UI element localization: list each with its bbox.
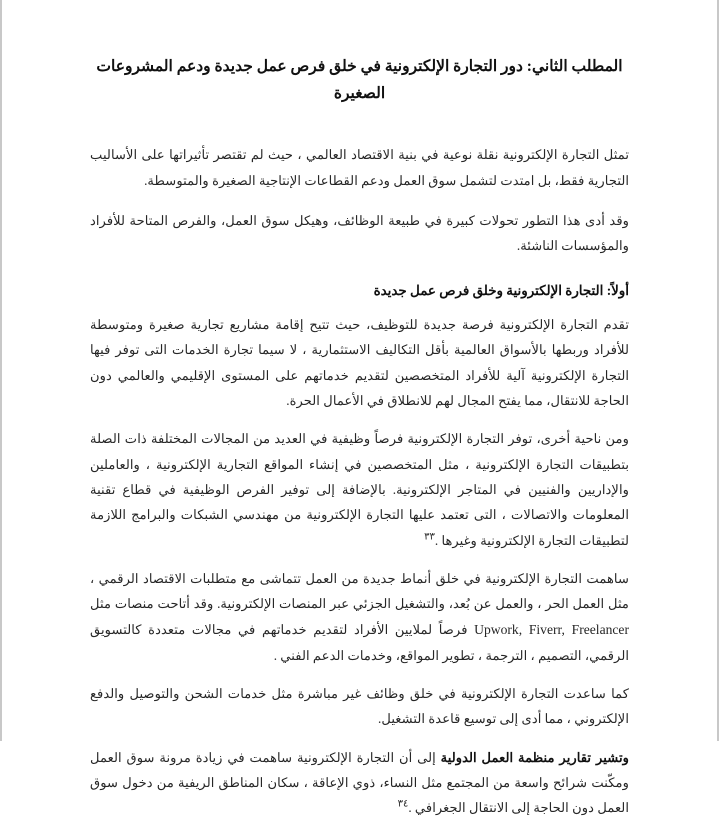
paragraph-intro-1: تمثل التجارة الإلكترونية نقلة نوعية في بنية الاقتصاد العالمي ، حيث لم تقتصر تأثيراتها على الأساليب التجارية فقط، بل امتدت لتشمل سوق العمل ودعم القطاعات الإنتاجية الصغيرة والمتوسطة. [90, 147, 629, 188]
paragraph-ilo-reports [90, 745, 629, 821]
paragraph-new-work-patterns-part-2: فرصاً لملايين الأفراد لتقديم خدماتهم في مجالات متعددة كالتسويق الرقمي، التصميم ، الترجمة ، تطوير المواقع، وخدمات الدعم الفني . [90, 621, 629, 663]
paragraph-functional-opportunities-text: ومن ناحية أخرى، توفر التجارة الإلكترونية فرصاً وظيفية في العديد من المجالات المختلفة ذات الصلة بتطبيقات التجارة الإلكترونية ، مثل المتخصصين في إنشاء المواقع التجارية الإلكترونية ، والعاملين والإداريين والفنيين في المتاجر الإلكترونية. بالإضافة إلى توفير الفرص الوظيفية في قطاع تقنية المعلومات والاتصالات ، التى تعتمد عليها التجارة الإلكترونية من مهندسي الشبكات والبرامج اللازمة لتطبيقات التجارة الإلكترونية وغيرها . [90, 431, 629, 548]
paragraph-new-work-patterns [90, 566, 629, 668]
paragraph-new-work-patterns-part-1: ساهمت التجارة الإلكترونية في خلق أنماط جديدة من العمل تتماشى مع متطلبات الاقتصاد الرقمي ، مثل العمل الحر ، والعمل عن بُعد، والتشغيل الجزئي عبر المنصات الإلكترونية. وقد أتاحت منصات مثل [90, 570, 629, 612]
footnote-marker-34[interactable]: ٣٤ [397, 799, 409, 811]
paragraph-employment-opportunity: تقدم التجارة الإلكترونية فرصة جديدة للتوظيف، حيث تتيح إقامة مشاريع تجارية صغيرة ومتوسطة للأفراد وربطها بالأسواق العالمية بأقل التكاليف الاستثمارية ، لا سيما تجارة الخدمات التى توفر فيها التجارة الإلكترونية آلية للأفراد المتخصصين لتقديم خدماتهم على المستوى الإقليمي والعالمي دون الحاجة للانتقال، مما يفتح المجال لهم للانطلاق في الأعمال الحرة. [90, 316, 629, 408]
paragraph-intro-2: وقد أدى هذا التطور تحولات كبيرة في طبيعة الوظائف، وهيكل سوق العمل، والفرص المتاحة للأفراد والمؤسسات الناشئة. [90, 213, 629, 254]
page-content-area [90, 0, 629, 816]
page-title-line-2: الصغيرة [333, 84, 386, 102]
paragraph-ilo-reports-text: إلى أن التجارة الإلكترونية ساهمت في زيادة مرونة سوق العمل ومكّنت شرائح واسعة من المجتمع مثل النساء، ذوي الإعاقة ، سكان المناطق الريفية من دخول سوق العمل دون الحاجة إلى الانتقال الجغرافي . [90, 749, 629, 816]
page-title [90, 0, 629, 107]
section-heading-first: أولاً: التجارة الإلكترونية وخلق فرص عمل جديدة [373, 282, 629, 298]
page-title-line-1: المطلب الثاني: دور التجارة الإلكترونية في خلق فرص عمل جديدة ودعم المشروعات [96, 58, 623, 75]
footnote-marker-33[interactable]: ٣٣ [424, 531, 435, 543]
paragraph-indirect-jobs: كما ساعدت التجارة الإلكترونية في خلق وظائف غير مباشرة مثل خدمات الشحن والتوصيل والدفع الإلكتروني ، مما أدى إلى توسيع قاعدة التشغيل. [90, 686, 629, 727]
paragraph-functional-opportunities [90, 426, 629, 553]
platform-names: Upwork, Fiverr, Freelancer [474, 621, 629, 637]
paragraph-ilo-reports-lead: وتشير تقارير منظمة العمل الدولية [440, 749, 629, 765]
